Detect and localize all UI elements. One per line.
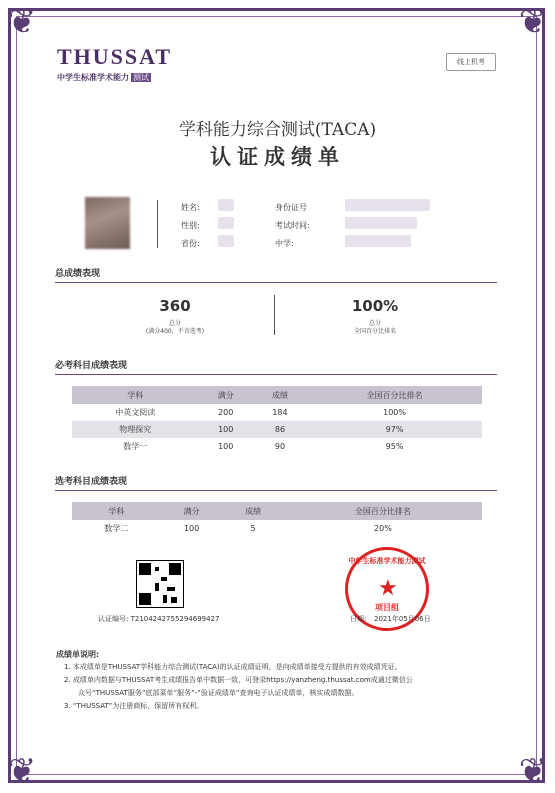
required-scores-table <box>72 386 482 455</box>
certificate-subtitle: 认证成绩单 <box>210 144 345 169</box>
subject-cell: 数学二 <box>104 524 129 533</box>
table-row <box>72 520 482 537</box>
verification-qr-code <box>136 560 184 608</box>
full-score-cell: 200 <box>218 408 234 417</box>
note-item: 2. 成绩单内数据与THUSSAT考生成绩报告单中数据一致，可登录https://yanzheng.thussat.com成通过微信公 <box>64 676 413 684</box>
candidate-photo <box>85 197 130 249</box>
notes-title: 成绩单说明: <box>56 650 100 659</box>
table-header-row <box>72 386 482 404</box>
seal-text: 中学生标准学术能力测试 <box>348 557 426 565</box>
total-percent-label: 总分 <box>368 320 381 327</box>
logo-subtitle <box>57 72 172 83</box>
province-label: 省份: <box>181 239 200 248</box>
table-header-row <box>72 502 482 520</box>
thussat-logo <box>57 44 172 83</box>
column-header: 满分 <box>161 502 223 520</box>
percentile-cell: 100% <box>383 408 406 417</box>
section-title-elective: 选考科目成绩表现 <box>55 477 128 487</box>
notes-section <box>56 648 413 713</box>
redacted-name <box>218 199 234 211</box>
logo-text: THUSSAT <box>57 44 173 69</box>
percentile-cell: 95% <box>385 442 404 451</box>
column-header: 学科 <box>72 386 199 404</box>
full-score-cell: 100 <box>218 442 234 451</box>
section-title-required: 必考科目成绩表现 <box>55 361 128 371</box>
table-row <box>72 404 482 421</box>
full-score-cell: 100 <box>183 524 200 533</box>
ornament-icon: ❦ <box>7 2 37 42</box>
total-score-label: 总分 <box>168 320 181 327</box>
table-row <box>72 438 482 455</box>
percentile-cell: 20% <box>374 524 392 533</box>
divider <box>157 200 158 248</box>
logo-subtitle-tag: 测试 <box>133 73 149 82</box>
total-score-note: (满分400，不含选考) <box>145 328 205 335</box>
note-item: 众号“THUSSAT服务”底部菜单“服务”-“验证成绩单”查询电子认证成绩单，核实成绩数据。 <box>78 689 359 697</box>
score-cell: 184 <box>272 408 288 417</box>
score-cell: 5 <box>250 524 256 533</box>
subject-cell: 数学一 <box>123 442 148 451</box>
logo-subtitle-text: 中学生标准学术能力 <box>57 73 129 82</box>
redacted-id <box>345 199 430 211</box>
total-percent: 100% <box>351 297 399 315</box>
note-item: 3. “THUSSAT”为注册商标，保留所有权利。 <box>64 702 204 710</box>
certificate-title: 学科能力综合测试(TACA) <box>178 120 377 140</box>
total-percent-note: 全国百分比排名 <box>353 328 396 335</box>
redacted-exam-time <box>345 217 417 229</box>
column-header: 成绩 <box>222 502 284 520</box>
gender-label: 性别: <box>181 221 200 230</box>
section-rule <box>55 490 497 491</box>
note-item: 1. 本成绩单是THUSSAT学科能力综合测试(TACA)的认证成绩证明，是向成绩单接受方提供的有效成绩凭证。 <box>64 663 402 671</box>
ornament-icon: ❦ <box>7 751 37 791</box>
column-header: 全国百分比排名 <box>307 386 482 404</box>
section-title-total: 总成绩表现 <box>55 269 101 279</box>
divider <box>274 295 275 335</box>
column-header: 全国百分比排名 <box>284 502 482 520</box>
full-score-cell: 100 <box>199 421 253 438</box>
seal-bottom-text: 项目组 <box>375 603 399 612</box>
column-header: 学科 <box>72 502 161 520</box>
redacted-school <box>345 235 411 247</box>
school-label: 中学: <box>275 239 294 248</box>
id-label: 身份证号 <box>275 203 307 212</box>
redacted-province <box>218 235 234 247</box>
column-header: 成绩 <box>253 386 307 404</box>
date-value: 2021年05月06日 <box>374 615 431 623</box>
ornament-icon: ❦ <box>518 751 548 791</box>
column-header: 满分 <box>199 386 253 404</box>
section-rule <box>55 282 497 283</box>
date-label: 日期: <box>350 615 367 623</box>
table-row <box>72 421 482 438</box>
score-cell: 90 <box>274 442 286 451</box>
elective-scores-table <box>72 502 482 537</box>
subject-cell: 中英文阅读 <box>115 408 156 417</box>
exam-time-label: 考试时间: <box>275 221 310 230</box>
section-rule <box>55 374 497 375</box>
cert-number: 认证编号: T2104242755294699427 <box>98 615 220 623</box>
ornament-icon: ❦ <box>518 2 548 42</box>
percentile-cell: 97% <box>307 421 482 438</box>
name-label: 姓名: <box>181 203 200 212</box>
redacted-gender <box>218 217 234 229</box>
score-cell: 86 <box>253 421 307 438</box>
exam-mode-badge: 线上机考 <box>446 53 496 71</box>
total-score: 360 <box>159 297 191 315</box>
subject-cell: 物理探究 <box>72 421 199 438</box>
star-icon: ★ <box>378 576 398 601</box>
